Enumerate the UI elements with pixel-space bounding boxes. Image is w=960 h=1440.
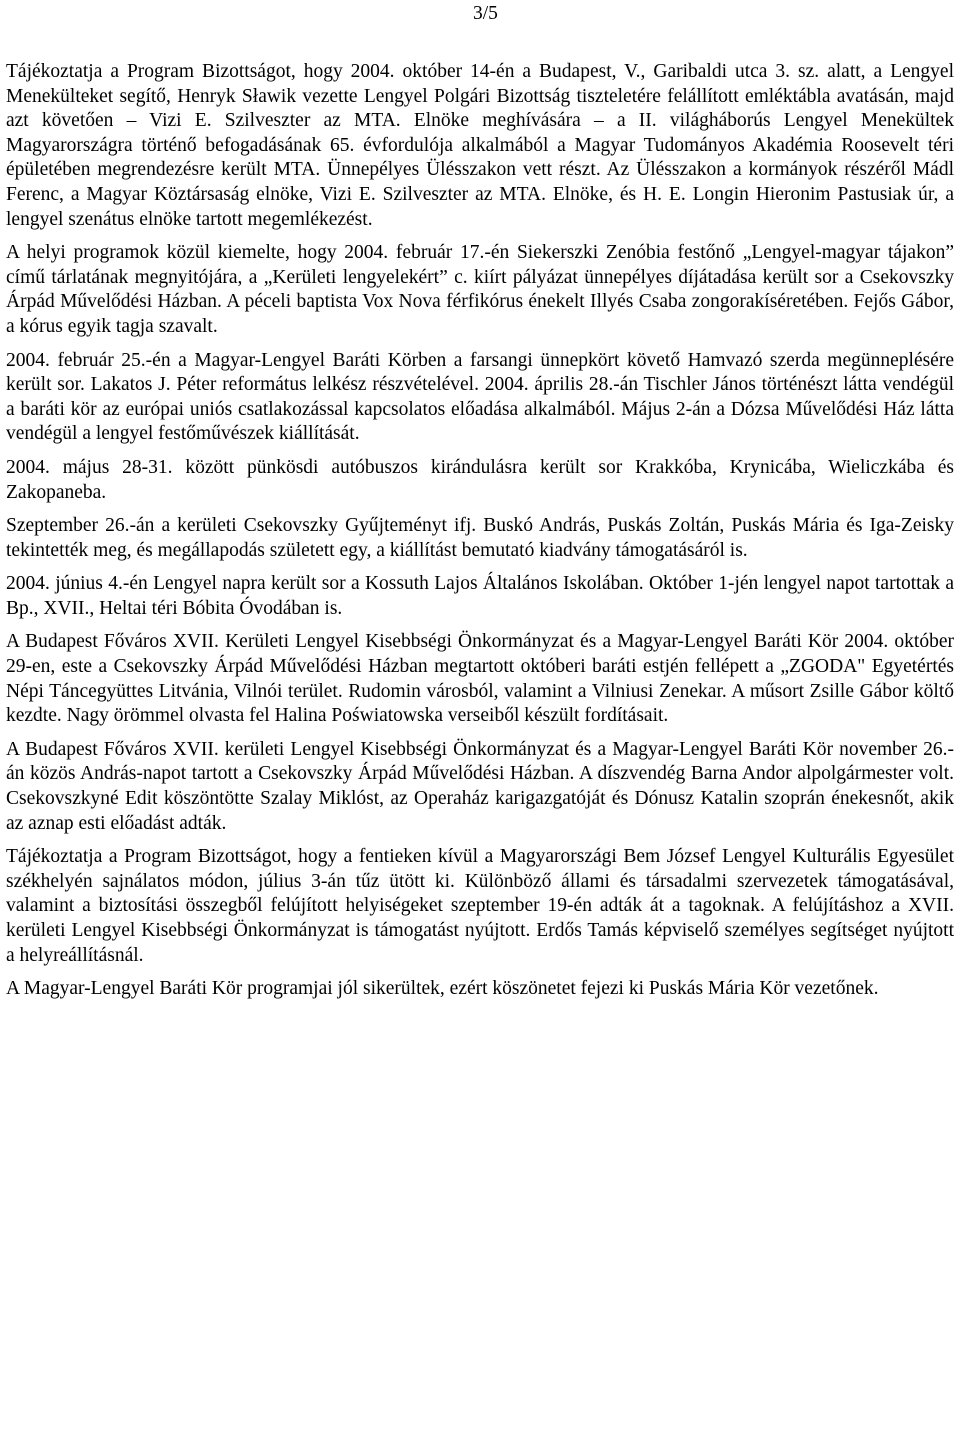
paragraph-local-programs: A helyi programok közül kiemelte, hogy 2004. február 17.-én Siekerszki Zenóbia festőnő „Lengyel-magyar tájakon” című tárlatának megnyitójára, a „Kerületi lengyelekért” c. kiírt pályázat ünnepélyes díjátadása került sor a Csekovszky Árpád Művelődési Házban. A péceli baptista Vox Nova férfikórus énekelt Illyés Csaba zongorakíséretében. Fejős Gábor, a kórus egyik tagja szavalt. bbox=[6, 242, 954, 337]
paragraph-polish-day: 2004. június 4.-én Lengyel napra került sor a Kossuth Lajos Általános Iskolában. Október 1-jén lengyel napot tartottak a Bp., XVII., Heltai téri Bóbita Óvodában is. bbox=[6, 573, 954, 619]
paragraph-zgoda-performance: A Budapest Főváros XVII. Kerületi Lengyel Kisebbségi Önkormányzat és a Magyar-Lengyel Baráti Kör 2004. október 29-en, este a Csekovszky Árpád Művelődési Házban megtartott októberi baráti estjén fellépett a „ZGODA" Egyetértés Népi Táncegyüttes Litvánia, Vilnói terület. Rudomin városból, valamint a Vilniusi Zenekar. A műsort Zsille Gábor költő kezdte. Nagy örömmel olvasta fel Halina Poświatowska verseiből készült fordításait. bbox=[6, 631, 954, 727]
paragraph-fire-restoration: Tájékoztatja a Program Bizottságot, hogy a fentieken kívül a Magyarországi Bem József Lengyel Kulturális Egyesület székhelyén sajnálatos módon, július 3-án tűz ütött ki. Különböző állami és társadalmi szervezetek támogatásával, valamint a biztosítási összegből felújított helyiségeket szeptember 19-én adták át a tagoknak. A felújításhoz a XVII. kerületi Lengyel Kisebbségi Önkormányzat is támogatást nyújtott. Erdős Tamás képviselő személyes segítséget nyújtott a helyreállításnál. bbox=[6, 846, 954, 966]
paragraph-thanks: A Magyar-Lengyel Baráti Kör programjai jól sikerültek, ezért köszönetet fejezi ki Puskás Mária Kör vezetőnek. bbox=[6, 978, 879, 1000]
paragraph-mta-ceremony: Tájékoztatja a Program Bizottságot, hogy 2004. október 14-én a Budapest, V., Garibaldi utca 3. sz. alatt, a Lengyel Menekülteket segítő, Henryk Sławik vezette Lengyel Polgári Bizottság tiszteletére felállított emléktábla avatásán, majd azt követően – Vizi E. Szilveszter az MTA. Elnöke meghívására – a II. világháborús Lengyel Menekültek Magyarországra történő befogadásának 65. évfordulója alkalmából a Magyar Tudományos Akadémia Roosevelt téri épületében megrendezésre került MTA. Ünnepélyes Ülésszakon vett részt. Az Ülésszakon a kormányok részéről Mádl Ferenc, a Magyar Köztársaság elnöke, Vizi E. Szilveszter az MTA. Elnöke, és H. E. Longin Hieronim Pastusiak úr, a lengyel szenátus elnöke tartott megemlékezést. bbox=[6, 61, 954, 230]
document-body bbox=[6, 60, 954, 1002]
paragraph-february-events: 2004. február 25.-én a Magyar-Lengyel Baráti Körben a farsangi ünnepkört követő Hamvazó szerda megünneplésére került sor. Lakatos J. Péter református lelkész részvételével. 2004. április 28.-án Tischler János történészt látta vendégül a baráti kör az európai uniós csatlakozással kapcsolatos előadása alkalmából. Május 2-án a Dózsa Művelődési Ház látta vendégül a lengyel festőművészek kiállítását. bbox=[6, 349, 954, 445]
paragraph-september-visit: Szeptember 26.-án a kerületi Csekovszky Gyűjteményt ifj. Buskó András, Puskás Zoltán, Puskás Mária és Iga-Zeisky tekintették meg, és megállapodás született egy, a kiállítást bemutató kiadvány támogatásáról is. bbox=[6, 515, 954, 561]
paragraph-may-excursion: 2004. május 28-31. között pünkösdi autóbuszos kirándulásra került sor Krakkóba, Krynicába, Wieliczkába és Zakopaneba. bbox=[6, 456, 954, 503]
paragraph-andras-day: A Budapest Főváros XVII. kerületi Lengyel Kisebbségi Önkormányzat és a Magyar-Lengyel Baráti Kör november 26.-án közös András-napot tartott a Csekovszky Árpád Művelődési Házban. A díszvendég Barna Andor alpolgármester volt. Csekovszkyné Edit köszöntötte Szalay Miklóst, az Operaház karigazgatóját és Dónusz Katalin szoprán énekesnőt, akik az aznap esti előadást adták. bbox=[6, 738, 954, 834]
page-number: 3/5 bbox=[473, 3, 498, 24]
